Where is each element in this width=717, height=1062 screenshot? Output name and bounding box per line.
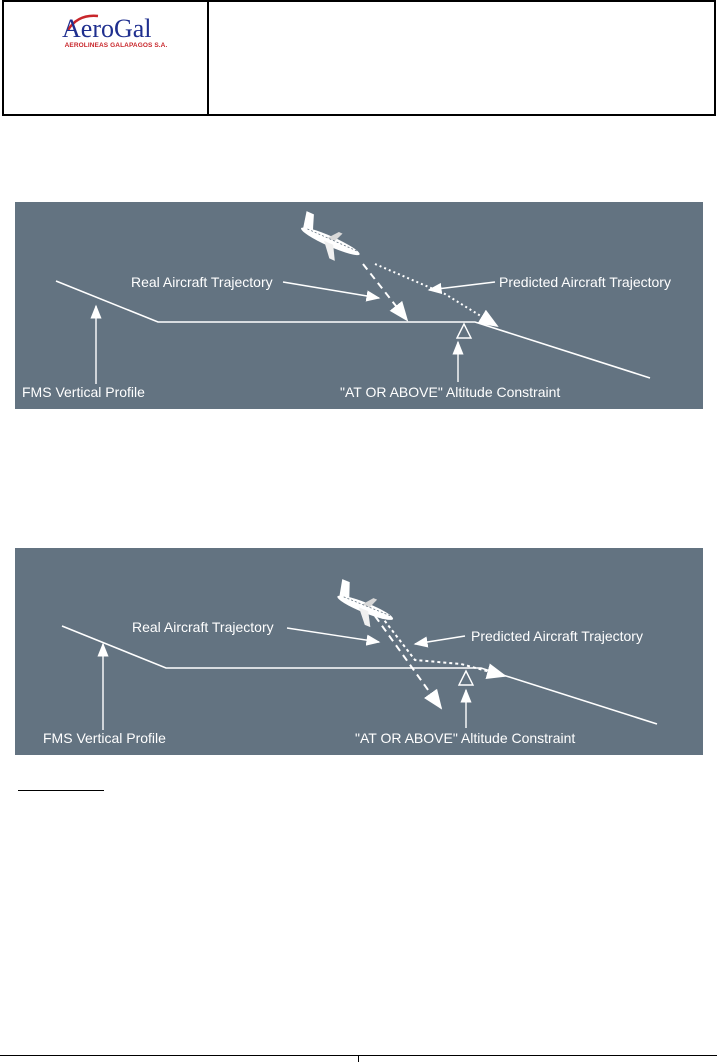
constraint-label: "AT OR ABOVE" Altitude Constraint — [355, 730, 576, 746]
real-trajectory-label: Real Aircraft Trajectory — [132, 619, 274, 635]
predicted-trajectory-label: Predicted Aircraft Trajectory — [499, 274, 671, 290]
predicted-trajectory-dotted — [375, 264, 497, 326]
real-trajectory-label: Real Aircraft Trajectory — [131, 274, 273, 290]
constraint-triangle-icon — [459, 671, 473, 685]
figure-trajectory-1 — [15, 202, 703, 409]
constraint-triangle-icon — [457, 324, 471, 338]
real-leader-arrow — [287, 628, 379, 642]
predicted-trajectory-label: Predicted Aircraft Trajectory — [471, 628, 643, 644]
real-trajectory-dashed — [363, 264, 407, 320]
aircraft-icon — [293, 211, 367, 269]
document-header — [2, 0, 716, 116]
note-underline-rule — [18, 790, 104, 791]
figure-trajectory-2 — [15, 548, 703, 755]
real-leader-arrow — [283, 282, 379, 298]
trajectory-diagram-2 — [15, 548, 703, 755]
header-divider — [207, 2, 209, 114]
constraint-label: "AT OR ABOVE" Altitude Constraint — [340, 384, 561, 400]
footer-divider-tick — [358, 1055, 359, 1062]
predicted-trajectory-dotted — [381, 616, 505, 676]
real-trajectory-dashed — [375, 616, 441, 708]
logo-word: AeroGal — [62, 14, 152, 43]
logo-subtitle: AEROLINEAS GALAPAGOS S.A. — [64, 42, 168, 49]
fms-profile-label: FMS Vertical Profile — [22, 384, 145, 400]
fms-profile-label: FMS Vertical Profile — [43, 730, 166, 746]
predicted-leader-arrow — [429, 282, 495, 290]
predicted-leader-arrow — [415, 636, 465, 644]
trajectory-diagram-1 — [15, 202, 703, 409]
aerogal-logo — [56, 12, 176, 54]
fms-profile-line — [56, 281, 650, 378]
